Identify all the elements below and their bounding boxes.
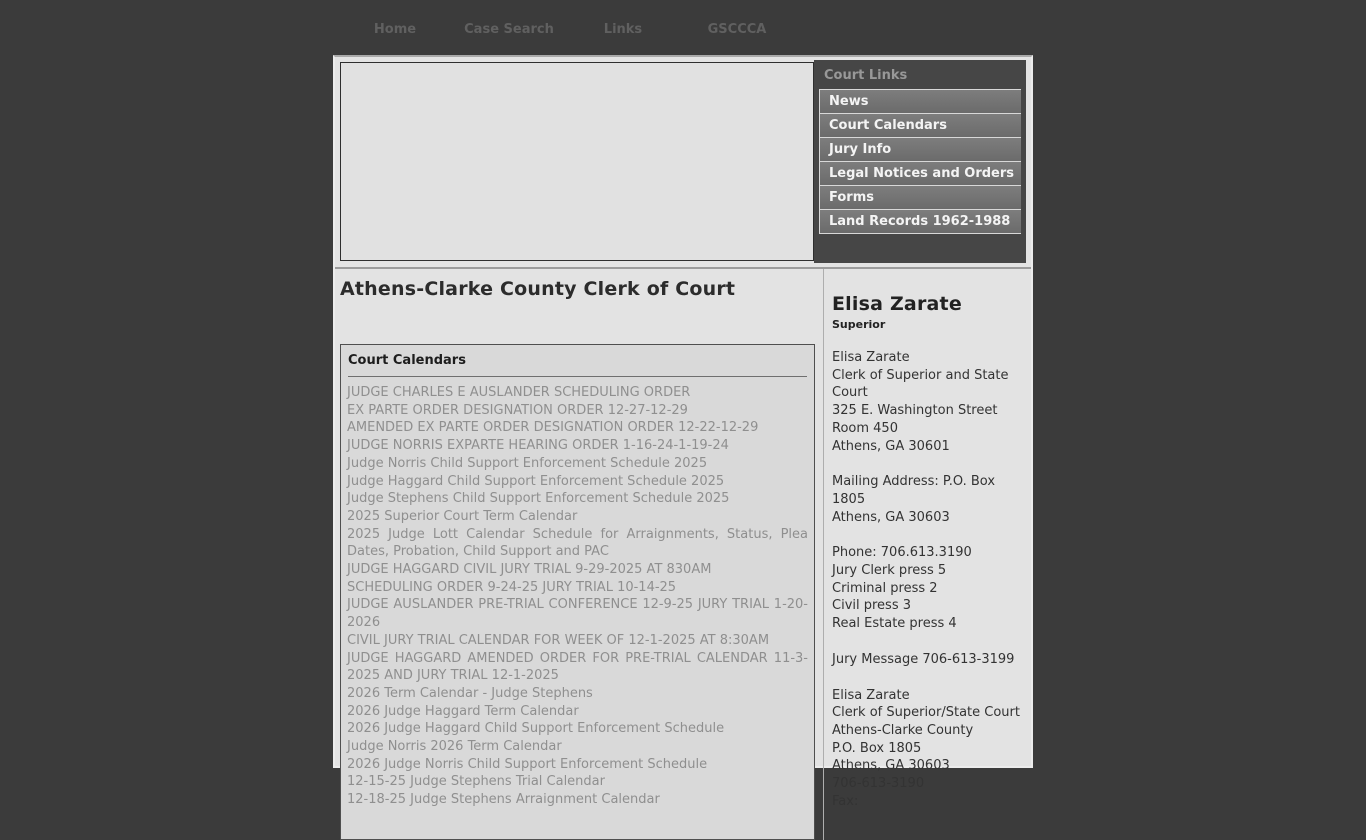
court-calendars-box [340,344,815,840]
calendar-link[interactable]: JUDGE HAGGARD CIVIL JURY TRIAL 9-29-2025 AT 830AM [347,562,712,578]
calendar-link[interactable]: 2026 Judge Haggard Term Calendar [347,703,579,719]
office-address-block: Elisa Zarate Clerk of Superior and State Court 325 E. Washington Street Room 450 Athens, GA 30601 [832,350,1009,454]
calendar-link[interactable]: Judge Stephens Child Support Enforcement Schedule 2025 [347,491,730,507]
calendar-link[interactable]: 2026 Judge Norris Child Support Enforcement Schedule [347,756,708,772]
calendar-heading-rule [348,376,807,377]
calendar-link[interactable]: Judge Haggard Child Support Enforcement Schedule 2025 [347,473,725,489]
calendar-link[interactable]: EX PARTE ORDER DESIGNATION ORDER 12-27-12-29 [347,402,688,418]
main-content [335,269,823,840]
clerk-name: Elisa Zarate [832,293,962,315]
calendar-link[interactable]: 2026 Term Calendar - Judge Stephens [347,685,593,701]
court-links-item-jury-info[interactable]: Jury Info [820,138,1021,162]
nav-item-gsccca[interactable]: GSCCCA [707,22,767,37]
mailing-address-block: Mailing Address: P.O. Box 1805 Athens, GA 30603 [832,474,996,525]
nav-item-case-search[interactable]: Case Search [464,22,554,37]
court-links-item-legal-notices[interactable]: Legal Notices and Orders [820,162,1021,186]
court-calendars-heading: Court Calendars [348,353,466,368]
court-links-item-news[interactable]: News [820,90,1021,114]
banner-placeholder [340,62,814,261]
clerk-court-type: Superior [832,318,886,331]
calendar-link[interactable]: 12-15-25 Judge Stephens Trial Calendar [347,774,605,790]
court-links-menu [819,89,1021,234]
calendar-link[interactable]: 2026 Judge Haggard Child Support Enforcement Schedule [347,721,725,737]
nav-item-links[interactable]: Links [603,22,643,37]
court-links-panel [814,60,1026,263]
calendar-link[interactable]: Judge Norris Child Support Enforcement Schedule 2025 [347,455,708,471]
calendar-link[interactable]: 2025 Superior Court Term Calendar [347,508,578,524]
content-wrapper [333,55,1033,809]
page-title: Athens-Clarke County Clerk of Court [340,278,736,300]
contact-sidebar [823,269,1031,840]
calendar-link[interactable]: Judge Norris 2026 Term Calendar [347,739,562,755]
calendar-link[interactable]: JUDGE CHARLES E AUSLANDER SCHEDULING ORDER [347,385,691,400]
court-links-item-calendars[interactable]: Court Calendars [820,114,1021,138]
clerk-footer-block: Elisa Zarate Clerk of Superior/State Court Athens-Clarke County P.O. Box 1805 Athens, GA 30603 706-613-3190 Fax: [832,687,1020,809]
court-links-item-forms[interactable]: Forms [820,186,1021,210]
phone-block: Phone: 706.613.3190 Jury Clerk press 5 Criminal press 2 Civil press 3 Real Estate press 4 [832,545,972,632]
top-nav [333,0,1033,55]
nav-item-home[interactable]: Home [373,22,417,37]
calendar-link[interactable]: 12-18-25 Judge Stephens Arraignment Calendar [347,792,660,808]
jury-message-block: Jury Message 706-613-3199 [832,651,1015,667]
court-links-item-land-records[interactable]: Land Records 1962-1988 [820,210,1021,234]
calendar-link[interactable]: AMENDED EX PARTE ORDER DESIGNATION ORDER 12-22-12-29 [347,420,759,436]
calendar-link[interactable]: JUDGE NORRIS EXPARTE HEARING ORDER 1-16-24-1-19-24 [347,438,729,454]
calendar-link[interactable]: 2025 Judge Lott Calendar Schedule for Arraignments, Status, Plea Dates, Probation, Child Support and PAC [347,526,808,560]
calendar-link[interactable]: JUDGE AUSLANDER PRE-TRIAL CONFERENCE 12-9-25 JURY TRIAL 1-20-2026 [347,597,808,631]
header-section [335,57,1031,267]
calendar-link[interactable]: CIVIL JURY TRIAL CALENDAR FOR WEEK OF 12-1-2025 AT 8:30AM [347,632,770,648]
calendar-link[interactable]: JUDGE HAGGARD AMENDED ORDER FOR PRE-TRIAL CALENDAR 11-3-2025 AND JURY TRIAL 12-1-2025 [347,650,808,684]
calendar-link[interactable]: SCHEDULING ORDER 9-24-25 JURY TRIAL 10-14-25 [347,579,677,595]
court-links-title: Court Links [824,68,908,83]
